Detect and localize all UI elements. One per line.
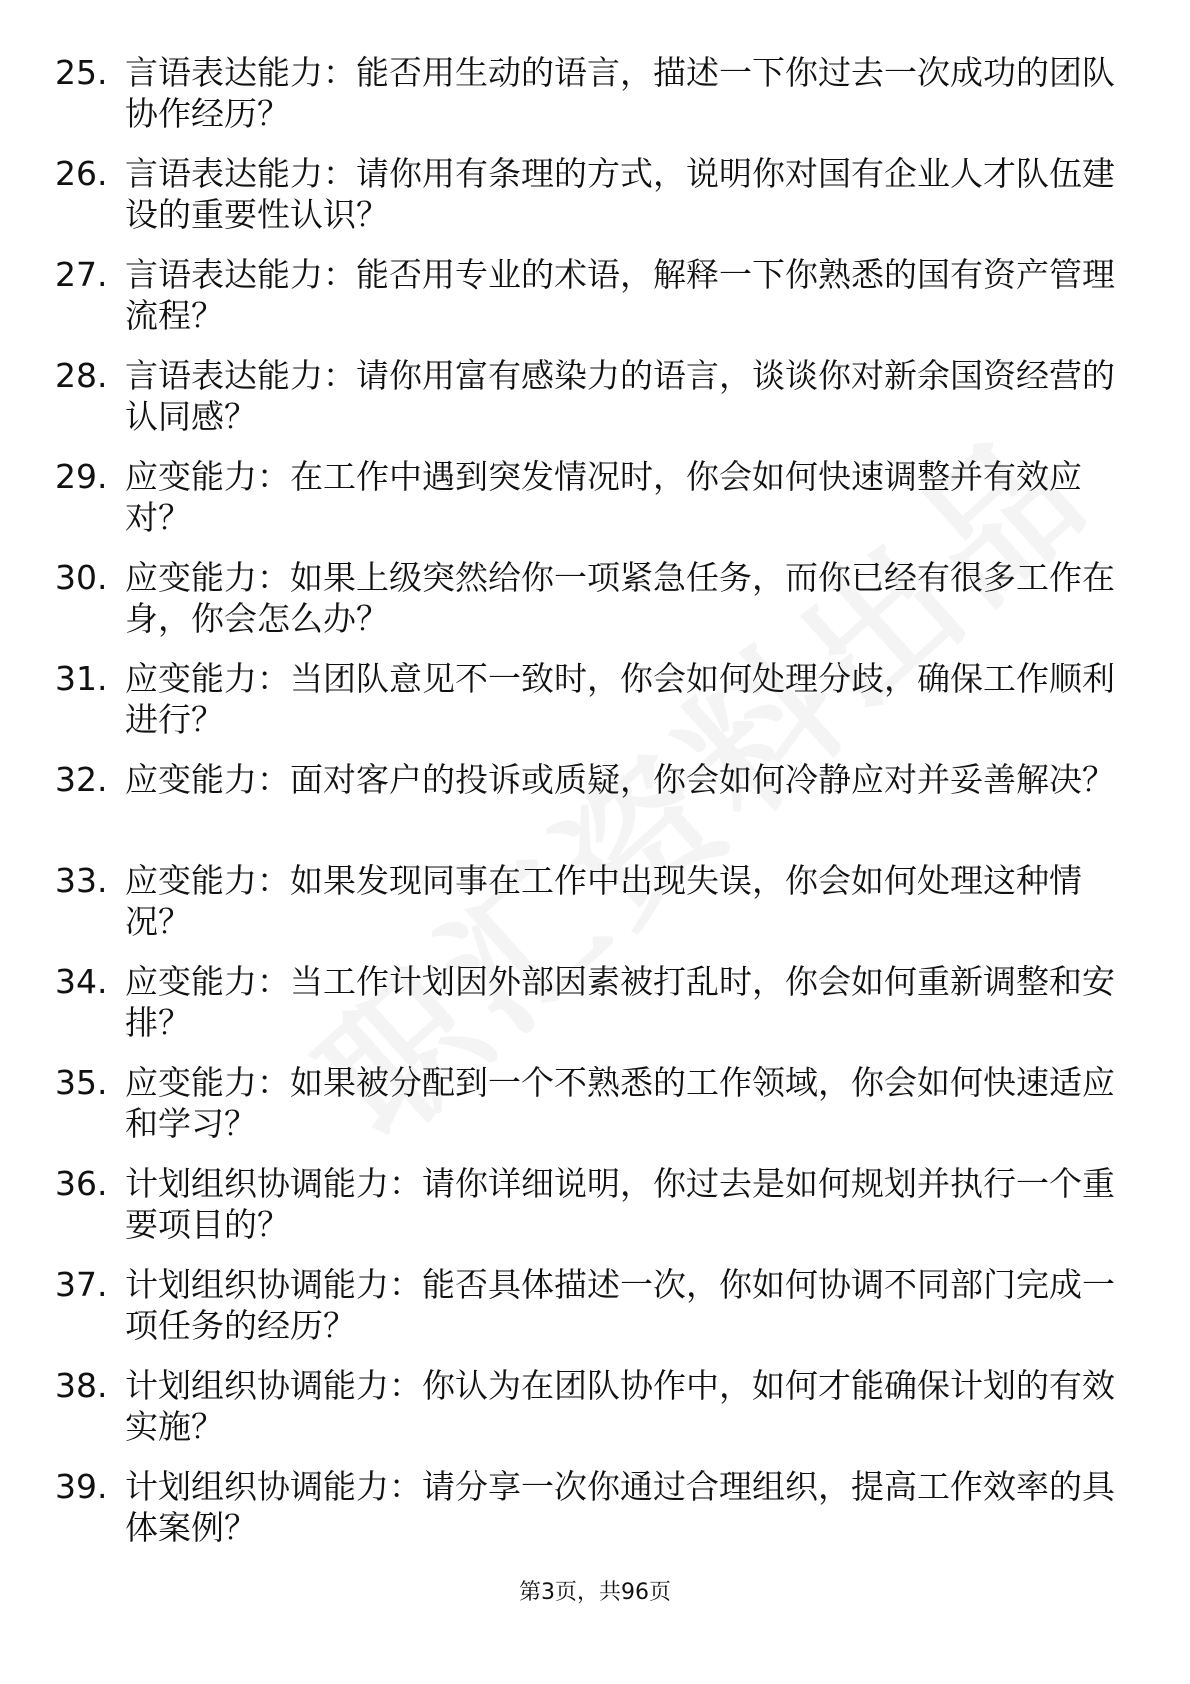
question-text: 言语表达能力：请你用富有感染力的语言，谈谈你对新余国资经营的认同感？ <box>125 356 1115 436</box>
question-text: 计划组织协调能力：请你详细说明，你过去是如何规划并执行一个重要项目的？ <box>125 1164 1115 1244</box>
list-item <box>55 1264 1115 1365</box>
item-number: 39. <box>55 1467 108 1506</box>
list-item <box>55 355 1115 456</box>
list-item <box>55 860 1115 961</box>
list-item <box>55 456 1115 557</box>
item-number: 31. <box>55 659 108 698</box>
list-item <box>55 52 1115 153</box>
question-text: 应变能力：如果上级突然给你一项紧急任务，而你已经有很多工作在身，你会怎么办？ <box>125 558 1115 638</box>
list-item <box>55 153 1115 254</box>
item-number: 36. <box>55 1164 108 1203</box>
item-number: 26. <box>55 154 108 193</box>
item-number: 28. <box>55 356 108 395</box>
item-number: 37. <box>55 1265 108 1304</box>
list-item <box>55 557 1115 658</box>
item-number: 33. <box>55 861 108 900</box>
question-text: 应变能力：当团队意见不一致时，你会如何处理分歧，确保工作顺利进行？ <box>125 659 1115 739</box>
question-text: 应变能力：如果发现同事在工作中出现失误，你会如何处理这种情况？ <box>125 861 1082 941</box>
question-text: 计划组织协调能力：你认为在团队协作中，如何才能确保计划的有效实施？ <box>125 1366 1115 1446</box>
question-text: 应变能力：在工作中遇到突发情况时，你会如何快速调整并有效应对？ <box>125 457 1082 537</box>
item-number: 32. <box>55 760 108 799</box>
list-item <box>55 759 1115 860</box>
question-text: 应变能力：面对客户的投诉或质疑，你会如何冷静应对并妥善解决？ <box>125 760 1115 799</box>
item-number: 35. <box>55 1063 108 1102</box>
list-item <box>55 254 1115 355</box>
question-text: 应变能力：如果被分配到一个不熟悉的工作领域，你会如何快速适应和学习？ <box>125 1063 1115 1143</box>
list-item <box>55 1466 1115 1567</box>
question-text: 言语表达能力：能否用专业的术语，解释一下你熟悉的国有资产管理流程？ <box>125 255 1115 335</box>
list-item <box>55 1062 1115 1163</box>
question-text: 计划组织协调能力：请分享一次你通过合理组织，提高工作效率的具体案例？ <box>125 1467 1115 1547</box>
list-item <box>55 1163 1115 1264</box>
item-number: 29. <box>55 457 108 496</box>
question-text: 言语表达能力：请你用有条理的方式，说明你对国有企业人才队伍建设的重要性认识？ <box>125 154 1115 234</box>
item-number: 25. <box>55 53 108 92</box>
question-list <box>55 52 1115 1567</box>
item-number: 34. <box>55 962 108 1001</box>
question-text: 应变能力：当工作计划因外部因素被打乱时，你会如何重新调整和安排？ <box>125 962 1115 1042</box>
list-item <box>55 658 1115 759</box>
item-number: 27. <box>55 255 108 294</box>
item-number: 38. <box>55 1366 108 1405</box>
list-item <box>55 961 1115 1062</box>
question-text: 言语表达能力：能否用生动的语言，描述一下你过去一次成功的团队协作经历？ <box>125 53 1115 133</box>
question-text: 计划组织协调能力：能否具体描述一次，你如何协调不同部门完成一项任务的经历？ <box>125 1265 1115 1345</box>
list-item <box>55 1365 1115 1466</box>
item-number: 30. <box>55 558 108 597</box>
page-footer: 第3页，共96页 <box>519 1580 671 1605</box>
